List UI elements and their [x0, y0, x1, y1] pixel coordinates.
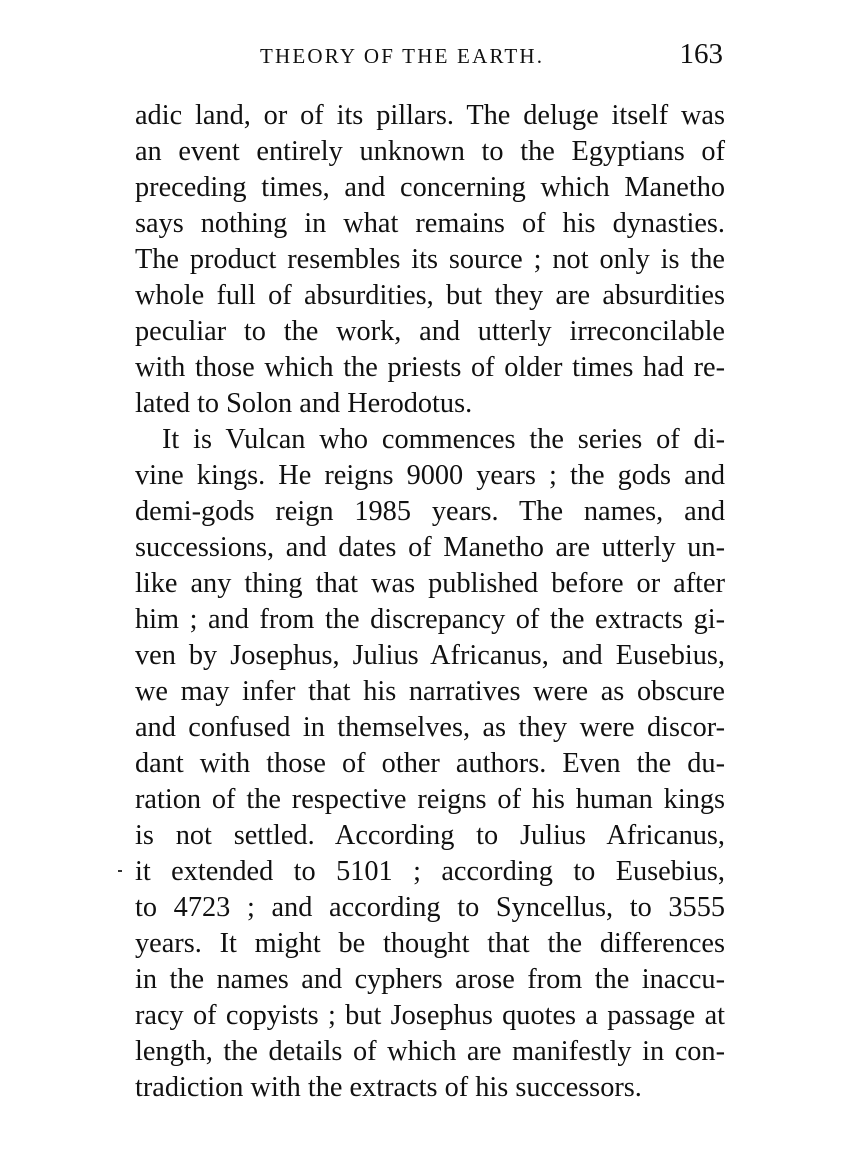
text-line: tradiction with the extracts of his successors.	[135, 1072, 642, 1103]
running-title: THEORY OF THE EARTH.	[260, 44, 545, 68]
text-line: with those which the priests of older times had re-	[135, 352, 725, 383]
text-line: The product resembles its source ; not only is the	[135, 244, 725, 275]
text-line: successions, and dates of Manetho are utterly un-	[135, 532, 725, 563]
text-line: him ; and from the discrepancy of the extracts gi-	[135, 604, 725, 635]
text-line: dant with those of other authors. Even the du-	[135, 748, 725, 779]
text-line: vine kings. He reigns 9000 years ; the gods and	[135, 460, 725, 491]
text-line: preceding times, and concerning which Manetho	[135, 172, 725, 203]
text-line: says nothing in what remains of his dynasties.	[135, 208, 725, 239]
text-line: adic land, or of its pillars. The deluge itself was	[135, 100, 725, 131]
margin-mark	[118, 870, 122, 872]
text-line: whole full of absurdities, but they are absurdities	[135, 280, 725, 311]
body-text	[135, 98, 725, 1106]
text-line: it extended to 5101 ; according to Eusebius,	[135, 856, 725, 887]
text-line: like any thing that was published before or after	[135, 568, 725, 599]
text-line: years. It might be thought that the differences	[135, 928, 725, 959]
text-line: to 4723 ; and according to Syncellus, to 3555	[135, 892, 725, 923]
text-line: racy of copyists ; but Josephus quotes a passage at	[135, 1000, 725, 1031]
text-line: peculiar to the work, and utterly irreconcilable	[135, 316, 725, 347]
text-line: It is Vulcan who commences the series of di-	[162, 424, 725, 455]
text-line: length, the details of which are manifestly in con-	[135, 1036, 725, 1067]
text-line: and confused in themselves, as they were discor-	[135, 712, 725, 743]
text-line: ration of the respective reigns of his human kings	[135, 784, 725, 815]
text-line: demi-gods reign 1985 years. The names, and	[135, 496, 725, 527]
text-line: we may infer that his narratives were as obscure	[135, 676, 725, 707]
text-line: in the names and cyphers arose from the inaccu-	[135, 964, 725, 995]
text-line: lated to Solon and Herodotus.	[135, 388, 473, 419]
text-line: is not settled. According to Julius Africanus,	[135, 820, 725, 851]
text-line: ven by Josephus, Julius Africanus, and Eusebius,	[135, 640, 725, 671]
running-head	[135, 38, 725, 78]
text-line: an event entirely unknown to the Egyptians of	[135, 136, 725, 167]
page-number: 163	[679, 38, 723, 70]
